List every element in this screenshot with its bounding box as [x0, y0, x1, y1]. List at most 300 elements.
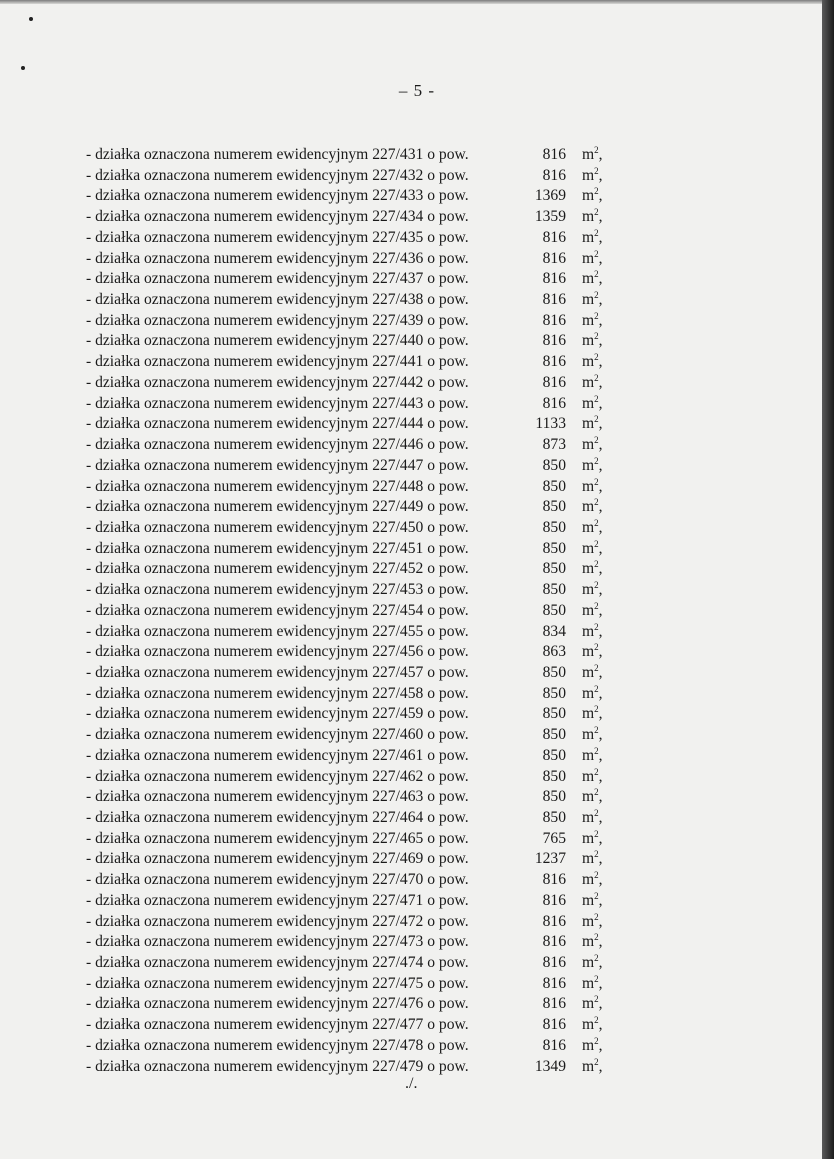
area-unit — [582, 186, 603, 207]
list-item — [86, 456, 606, 477]
area-unit — [582, 435, 603, 456]
scan-speck — [29, 17, 33, 21]
parcel-description — [86, 932, 469, 953]
unit-base: m — [582, 581, 595, 599]
area-unit — [582, 477, 603, 498]
unit-suffix: , — [598, 850, 603, 868]
unit-base: m — [582, 933, 595, 951]
parcel-prefix: - działka oznaczona numerem ewidencyjnym — [86, 166, 369, 184]
parcel-description — [86, 1015, 469, 1036]
unit-exponent: 2 — [594, 372, 599, 383]
list-item — [86, 559, 606, 580]
list-item — [86, 622, 606, 643]
parcel-prefix: - działka oznaczona numerem ewidencyjnym — [86, 871, 369, 889]
area-unit — [582, 331, 603, 352]
list-item — [86, 912, 606, 933]
parcel-pow: o pow. — [427, 518, 469, 536]
list-item — [86, 808, 606, 829]
parcel-number: 227/462 — [372, 767, 424, 785]
parcel-pow: o pow. — [427, 228, 469, 246]
unit-exponent: 2 — [594, 1056, 599, 1067]
unit-base: m — [582, 643, 595, 661]
parcel-description — [86, 228, 469, 249]
parcel-prefix: - działka oznaczona numerem ewidencyjnym — [86, 436, 369, 454]
parcel-prefix: - działka oznaczona numerem ewidencyjnym — [86, 373, 369, 391]
list-item — [86, 663, 606, 684]
area-unit — [582, 994, 603, 1015]
list-item — [86, 974, 606, 995]
parcel-area: 816 — [542, 249, 566, 267]
parcel-prefix: - działka oznaczona numerem ewidencyjnym — [86, 601, 369, 619]
unit-suffix: , — [598, 394, 603, 412]
parcel-prefix: - działka oznaczona numerem ewidencyjnym — [86, 891, 369, 909]
parcel-area: 1349 — [534, 1057, 566, 1075]
parcel-prefix: - działka oznaczona numerem ewidencyjnym — [86, 353, 369, 371]
parcel-number: 227/435 — [372, 228, 424, 246]
unit-suffix: , — [598, 332, 603, 350]
list-item — [86, 601, 606, 622]
unit-suffix: , — [598, 477, 603, 495]
parcel-area: 863 — [542, 643, 566, 661]
parcel-number: 227/453 — [372, 581, 424, 599]
parcel-description — [86, 373, 469, 394]
parcel-area: 850 — [542, 498, 566, 516]
unit-exponent: 2 — [594, 476, 599, 487]
parcel-pow: o pow. — [427, 1036, 469, 1054]
unit-base: m — [582, 415, 595, 433]
list-item — [86, 746, 606, 767]
area-unit — [582, 580, 603, 601]
unit-base: m — [582, 373, 595, 391]
unit-exponent: 2 — [594, 455, 599, 466]
unit-base: m — [582, 394, 595, 412]
unit-exponent: 2 — [594, 849, 599, 860]
parcel-prefix: - działka oznaczona numerem ewidencyjnym — [86, 643, 369, 661]
parcel-area: 834 — [542, 622, 566, 640]
unit-base: m — [582, 788, 595, 806]
unit-suffix: , — [598, 622, 603, 640]
area-unit — [582, 684, 603, 705]
unit-base: m — [582, 726, 595, 744]
unit-suffix: , — [598, 146, 603, 163]
unit-base: m — [582, 809, 595, 826]
unit-exponent: 2 — [594, 579, 599, 590]
unit-exponent: 2 — [594, 600, 599, 611]
parcel-pow: o pow. — [427, 539, 469, 557]
parcel-number: 227/460 — [372, 726, 424, 744]
parcel-number: 227/458 — [372, 684, 424, 702]
parcel-number: 227/432 — [372, 166, 424, 184]
parcel-pow: o pow. — [427, 560, 469, 578]
unit-base: m — [582, 456, 595, 474]
list-item — [86, 1036, 606, 1057]
unit-suffix: , — [598, 746, 603, 764]
parcel-area: 816 — [542, 891, 566, 909]
unit-suffix: , — [598, 539, 603, 557]
unit-suffix: , — [598, 933, 603, 951]
parcel-description — [86, 994, 469, 1015]
unit-exponent: 2 — [594, 310, 599, 321]
parcel-area: 850 — [542, 684, 566, 702]
parcel-description — [86, 642, 469, 663]
parcel-pow: o pow. — [427, 249, 469, 267]
area-unit — [582, 207, 603, 228]
unit-suffix: , — [598, 291, 603, 309]
parcel-prefix: - działka oznaczona numerem ewidencyjnym — [86, 809, 369, 826]
list-item — [86, 228, 606, 249]
unit-exponent: 2 — [594, 352, 599, 362]
parcel-prefix: - działka oznaczona numerem ewidencyjnym — [86, 477, 369, 495]
unit-base: m — [582, 974, 595, 992]
unit-exponent: 2 — [594, 331, 599, 342]
unit-exponent: 2 — [594, 807, 599, 818]
parcel-number: 227/475 — [372, 974, 424, 992]
area-unit — [582, 932, 603, 953]
list-item — [86, 891, 606, 912]
parcel-description — [86, 787, 469, 808]
unit-exponent: 2 — [594, 724, 599, 735]
parcel-number: 227/448 — [372, 477, 424, 495]
parcel-pow: o pow. — [427, 601, 469, 619]
parcel-pow: o pow. — [427, 581, 469, 599]
area-unit — [582, 912, 603, 933]
unit-base: m — [582, 622, 595, 640]
parcel-description — [86, 518, 469, 539]
parcel-description — [86, 186, 469, 207]
parcel-prefix: - działka oznaczona numerem ewidencyjnym — [86, 208, 369, 226]
area-unit — [582, 145, 603, 166]
area-unit — [582, 269, 603, 290]
parcel-prefix: - działka oznaczona numerem ewidencyjnym — [86, 705, 369, 723]
parcel-number: 227/446 — [372, 436, 424, 454]
area-unit — [582, 414, 603, 435]
area-unit — [582, 725, 603, 746]
unit-exponent: 2 — [594, 497, 599, 508]
unit-exponent: 2 — [594, 1035, 599, 1046]
area-unit — [582, 704, 603, 725]
parcel-number: 227/443 — [372, 394, 424, 412]
parcel-pow: o pow. — [427, 954, 469, 972]
parcel-number: 227/433 — [372, 187, 424, 205]
parcel-prefix: - działka oznaczona numerem ewidencyjnym — [86, 187, 369, 205]
parcel-area: 850 — [542, 601, 566, 619]
list-item — [86, 994, 606, 1015]
unit-suffix: , — [598, 974, 603, 992]
parcel-description — [86, 290, 469, 311]
parcel-number: 227/436 — [372, 249, 424, 267]
parcel-pow: o pow. — [427, 726, 469, 744]
list-item — [86, 394, 606, 415]
list-item — [86, 145, 606, 166]
parcel-description — [86, 414, 469, 435]
area-unit — [582, 311, 603, 332]
parcel-prefix: - działka oznaczona numerem ewidencyjnym — [86, 663, 369, 681]
parcel-area: 816 — [542, 871, 566, 889]
parcel-number: 227/471 — [372, 891, 424, 909]
unit-suffix: , — [598, 912, 603, 930]
unit-base: m — [582, 829, 595, 847]
list-item — [86, 290, 606, 311]
unit-base: m — [582, 871, 595, 889]
unit-exponent: 2 — [594, 745, 599, 756]
area-unit — [582, 746, 603, 767]
list-item — [86, 953, 606, 974]
parcel-pow: o pow. — [427, 995, 469, 1013]
list-item — [86, 352, 606, 373]
parcel-number: 227/472 — [372, 912, 424, 930]
parcel-area: 816 — [542, 270, 566, 288]
list-item — [86, 725, 606, 746]
parcel-area: 816 — [542, 353, 566, 371]
area-unit — [582, 849, 603, 870]
parcel-area: 850 — [542, 726, 566, 744]
parcel-number: 227/449 — [372, 498, 424, 516]
parcel-area: 816 — [542, 166, 566, 184]
parcel-area: 1237 — [534, 850, 566, 868]
unit-suffix: , — [598, 829, 603, 847]
parcel-description — [86, 601, 469, 622]
parcel-prefix: - działka oznaczona numerem ewidencyjnym — [86, 788, 369, 806]
area-unit — [582, 352, 603, 373]
unit-suffix: , — [598, 809, 603, 826]
unit-suffix: , — [598, 581, 603, 599]
parcel-pow: o pow. — [427, 332, 469, 350]
unit-exponent: 2 — [594, 642, 599, 653]
unit-exponent: 2 — [594, 766, 599, 777]
unit-exponent: 2 — [594, 869, 599, 880]
parcel-area: 850 — [542, 560, 566, 578]
parcel-number: 227/474 — [372, 954, 424, 972]
parcel-number: 227/440 — [372, 332, 424, 350]
unit-base: m — [582, 1057, 595, 1075]
parcel-pow: o pow. — [427, 809, 469, 826]
parcel-number: 227/452 — [372, 560, 424, 578]
list-item — [86, 767, 606, 788]
parcel-pow: o pow. — [427, 394, 469, 412]
parcel-description — [86, 767, 469, 788]
unit-base: m — [582, 436, 595, 454]
unit-exponent: 2 — [594, 662, 599, 673]
parcel-description — [86, 849, 469, 870]
parcel-number: 227/478 — [372, 1036, 424, 1054]
parcel-area: 850 — [542, 456, 566, 474]
parcel-description — [86, 166, 469, 187]
parcel-area: 850 — [542, 581, 566, 599]
parcel-pow: o pow. — [427, 974, 469, 992]
unit-exponent: 2 — [594, 911, 599, 922]
unit-suffix: , — [598, 788, 603, 806]
parcel-area: 816 — [542, 1036, 566, 1054]
parcel-prefix: - działka oznaczona numerem ewidencyjnym — [86, 146, 369, 163]
unit-base: m — [582, 850, 595, 868]
parcel-pow: o pow. — [427, 311, 469, 329]
parcel-prefix: - działka oznaczona numerem ewidencyjnym — [86, 291, 369, 309]
parcel-number: 227/441 — [372, 353, 424, 371]
unit-suffix: , — [598, 871, 603, 889]
unit-suffix: , — [598, 726, 603, 744]
scan-right-edge — [822, 0, 834, 1159]
unit-exponent: 2 — [594, 932, 599, 943]
parcel-pow: o pow. — [427, 166, 469, 184]
parcel-pow: o pow. — [427, 456, 469, 474]
parcel-description — [86, 477, 469, 498]
area-unit — [582, 539, 603, 560]
parcel-prefix: - działka oznaczona numerem ewidencyjnym — [86, 726, 369, 744]
unit-suffix: , — [598, 601, 603, 619]
parcel-area: 816 — [542, 311, 566, 329]
list-item — [86, 249, 606, 270]
parcel-prefix: - działka oznaczona numerem ewidencyjnym — [86, 954, 369, 972]
parcel-prefix: - działka oznaczona numerem ewidencyjnym — [86, 332, 369, 350]
parcel-number: 227/454 — [372, 601, 424, 619]
parcel-description — [86, 331, 469, 352]
parcel-pow: o pow. — [427, 353, 469, 371]
parcel-number: 227/439 — [372, 311, 424, 329]
parcel-description — [86, 497, 469, 518]
parcel-description — [86, 394, 469, 415]
parcel-description — [86, 974, 469, 995]
unit-exponent: 2 — [594, 165, 599, 176]
unit-exponent: 2 — [594, 289, 599, 300]
area-unit — [582, 767, 603, 788]
parcel-description — [86, 559, 469, 580]
area-unit — [582, 787, 603, 808]
parcel-area: 816 — [542, 995, 566, 1013]
unit-suffix: , — [598, 456, 603, 474]
parcel-pow: o pow. — [427, 477, 469, 495]
area-unit — [582, 829, 603, 850]
parcel-pow: o pow. — [427, 705, 469, 723]
list-item — [86, 518, 606, 539]
parcel-area: 850 — [542, 518, 566, 536]
area-unit — [582, 1036, 603, 1057]
parcel-description — [86, 456, 469, 477]
parcel-prefix: - działka oznaczona numerem ewidencyjnym — [86, 456, 369, 474]
unit-suffix: , — [598, 373, 603, 391]
unit-exponent: 2 — [594, 683, 599, 694]
area-unit — [582, 166, 603, 187]
parcel-area: 816 — [542, 146, 566, 163]
parcel-number: 227/434 — [372, 208, 424, 226]
parcel-number: 227/450 — [372, 518, 424, 536]
parcel-description — [86, 746, 469, 767]
unit-exponent: 2 — [594, 828, 599, 839]
area-unit — [582, 663, 603, 684]
parcel-description — [86, 311, 469, 332]
area-unit — [582, 373, 603, 394]
unit-suffix: , — [598, 270, 603, 288]
parcel-description — [86, 891, 469, 912]
parcel-number: 227/479 — [372, 1057, 424, 1075]
unit-suffix: , — [598, 518, 603, 536]
parcel-area: 850 — [542, 705, 566, 723]
parcel-number: 227/461 — [372, 746, 424, 764]
parcel-number: 227/438 — [372, 291, 424, 309]
unit-exponent: 2 — [594, 952, 599, 963]
area-unit — [582, 290, 603, 311]
parcel-area: 816 — [542, 394, 566, 412]
parcel-pow: o pow. — [427, 146, 469, 163]
unit-base: m — [582, 601, 595, 619]
parcel-description — [86, 953, 469, 974]
unit-suffix: , — [598, 353, 603, 371]
unit-base: m — [582, 477, 595, 495]
parcel-pow: o pow. — [427, 208, 469, 226]
unit-base: m — [582, 187, 595, 205]
parcel-number: 227/456 — [372, 643, 424, 661]
unit-base: m — [582, 311, 595, 329]
unit-base: m — [582, 891, 595, 909]
unit-base: m — [582, 208, 595, 226]
list-item — [86, 642, 606, 663]
area-unit — [582, 518, 603, 539]
parcel-pow: o pow. — [427, 933, 469, 951]
parcel-description — [86, 829, 469, 850]
area-unit — [582, 228, 603, 249]
parcel-pow: o pow. — [427, 767, 469, 785]
unit-base: m — [582, 705, 595, 723]
parcel-prefix: - działka oznaczona numerem ewidencyjnym — [86, 311, 369, 329]
parcel-area: 816 — [542, 332, 566, 350]
unit-exponent: 2 — [594, 517, 599, 528]
list-item — [86, 331, 606, 352]
parcel-number: 227/431 — [372, 146, 424, 163]
parcel-description — [86, 622, 469, 643]
list-item — [86, 829, 606, 850]
area-unit — [582, 642, 603, 663]
parcel-area: 816 — [542, 291, 566, 309]
unit-exponent: 2 — [594, 890, 599, 901]
parcel-number: 227/455 — [372, 622, 424, 640]
parcel-pow: o pow. — [427, 187, 469, 205]
area-unit — [582, 601, 603, 622]
parcel-area: 850 — [542, 539, 566, 557]
unit-suffix: , — [598, 560, 603, 578]
parcel-number: 227/470 — [372, 871, 424, 889]
area-unit — [582, 559, 603, 580]
parcel-prefix: - działka oznaczona numerem ewidencyjnym — [86, 933, 369, 951]
list-item — [86, 414, 606, 435]
parcel-number: 227/477 — [372, 1016, 424, 1034]
unit-base: m — [582, 249, 595, 267]
parcel-description — [86, 352, 469, 373]
parcel-number: 227/476 — [372, 995, 424, 1013]
parcel-prefix: - działka oznaczona numerem ewidencyjnym — [86, 974, 369, 992]
parcel-pow: o pow. — [427, 663, 469, 681]
parcel-pow: o pow. — [427, 829, 469, 847]
parcel-number: 227/469 — [372, 850, 424, 868]
parcel-area: 816 — [542, 1016, 566, 1034]
parcel-pow: o pow. — [427, 436, 469, 454]
area-unit — [582, 1015, 603, 1036]
unit-exponent: 2 — [594, 973, 599, 984]
unit-exponent: 2 — [594, 994, 599, 1005]
scan-top-edge — [0, 0, 834, 4]
parcel-number: 227/444 — [372, 415, 424, 433]
unit-base: m — [582, 518, 595, 536]
parcel-prefix: - działka oznaczona numerem ewidencyjnym — [86, 249, 369, 267]
list-item — [86, 870, 606, 891]
list-item — [86, 1015, 606, 1036]
parcel-prefix: - działka oznaczona numerem ewidencyjnym — [86, 684, 369, 702]
unit-suffix: , — [598, 643, 603, 661]
unit-suffix: , — [598, 228, 603, 246]
parcel-prefix: - działka oznaczona numerem ewidencyjnym — [86, 581, 369, 599]
unit-exponent: 2 — [594, 393, 599, 404]
unit-base: m — [582, 995, 595, 1013]
parcel-number: 227/463 — [372, 788, 424, 806]
unit-exponent: 2 — [594, 186, 599, 197]
